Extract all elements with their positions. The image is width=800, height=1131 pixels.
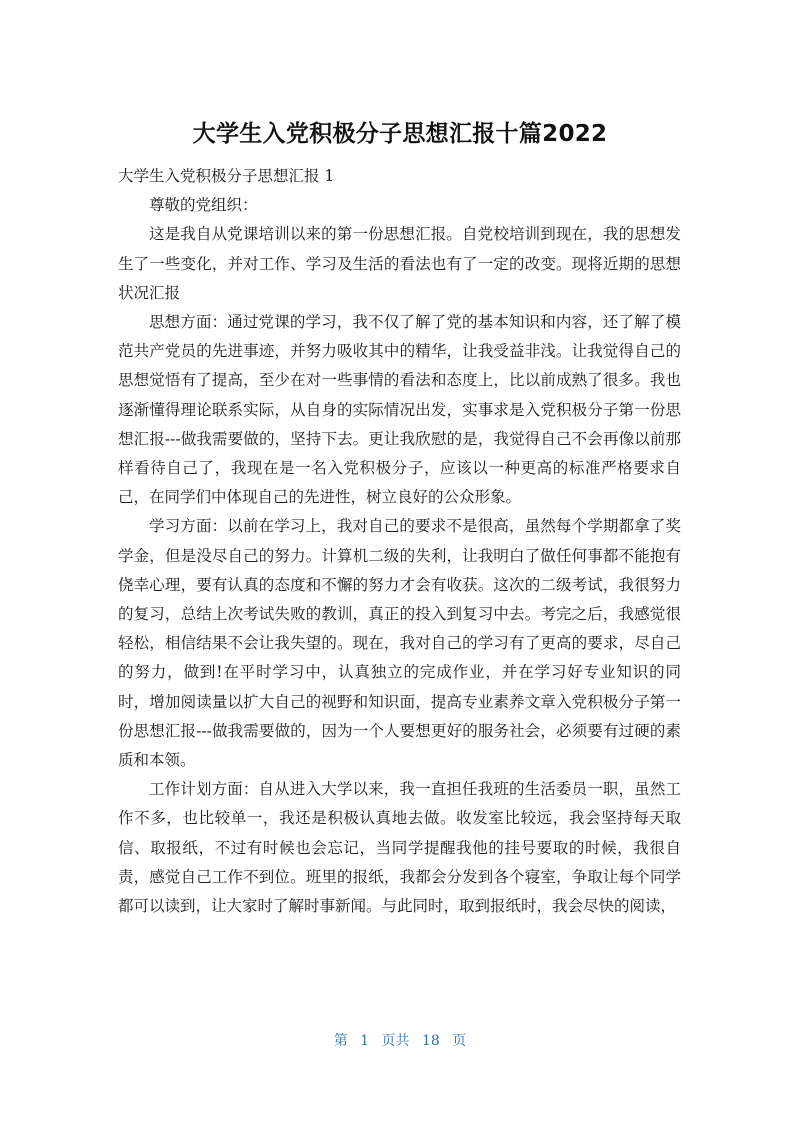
section-heading: 大学生入党积极分子思想汇报 1 bbox=[118, 167, 335, 185]
page-footer: 第 1 页共 18 页 bbox=[333, 1033, 467, 1049]
paragraph-study: 学习方面：以前在学习上，我对自己的要求不是很高，虽然每个学期都拿了奖学金，但是没尽自己的努力。计算机二级的失利，让我明白了做任何事都不能抱有侥幸心理，要有认真的态度和不懈的努力才会有收获。这次的二级考试，我很努力的复习，总结上次考试失败的教训，真正的投入到复习中去。考完之后，我感觉很轻松，相信结果不会让我失望的。现在，我对自己的学习有了更高的要求，尽自己的努力，做到!在平时学习中，认真独立的完成作业，并在学习好专业知识的同时，增加阅读量以扩大自己的视野和知识面，提高专业素养文章入党积极分子第一份思想汇报---做我需要做的，因为一个人要想更好的服务社会，必须要有过硬的素质和本领。 bbox=[118, 517, 681, 770]
paragraph-thought: 思想方面：通过党课的学习，我不仅了解了党的基本知识和内容，还了解了模范共产党员的先进事迹，并努力吸收其中的精华，让我受益非浅。让我觉得自己的思想觉悟有了提高，至少在对一些事情的看法和态度上，比以前成熟了很多。我也逐渐懂得理论联系实际，从自身的实际情况出发，实事求是入党积极分子第一份思想汇报---做我需要做的，坚持下去。更让我欣慰的是，我觉得自己不会再像以前那样看待自己了，我现在是一名入党积极分子，应该以一种更高的标准严格要求自己，在同学们中体现自己的先进性，树立良好的公众形象。 bbox=[118, 313, 681, 507]
paragraph-intro: 这是我自从党课培训以来的第一份思想汇报。自党校培训到现在，我的思想发生了一些变化，并对工作、学习及生活的看法也有了一定的改变。现将近期的思想状况汇报 bbox=[118, 225, 681, 302]
document-body bbox=[118, 162, 681, 921]
paragraph-work: 工作计划方面：自从进入大学以来，我一直担任我班的生活委员一职，虽然工作不多，也比较单一，我还是积极认真地去做。收发室比较远，我会坚持每天取信、取报纸，不过有时候也会忘记，当同学提醒我他的挂号要取的时候，我很自责，感觉自己工作不到位。班里的报纸，我都会分发到各个寝室，争取让每个同学都可以读到，让大家时了解时事新闻。与此同时，取到报纸时，我会尽快的阅读， bbox=[118, 780, 681, 916]
document-title: 大学生入党积极分子思想汇报十篇2022 bbox=[192, 121, 608, 147]
salutation: 尊敬的党组织： bbox=[149, 196, 258, 215]
